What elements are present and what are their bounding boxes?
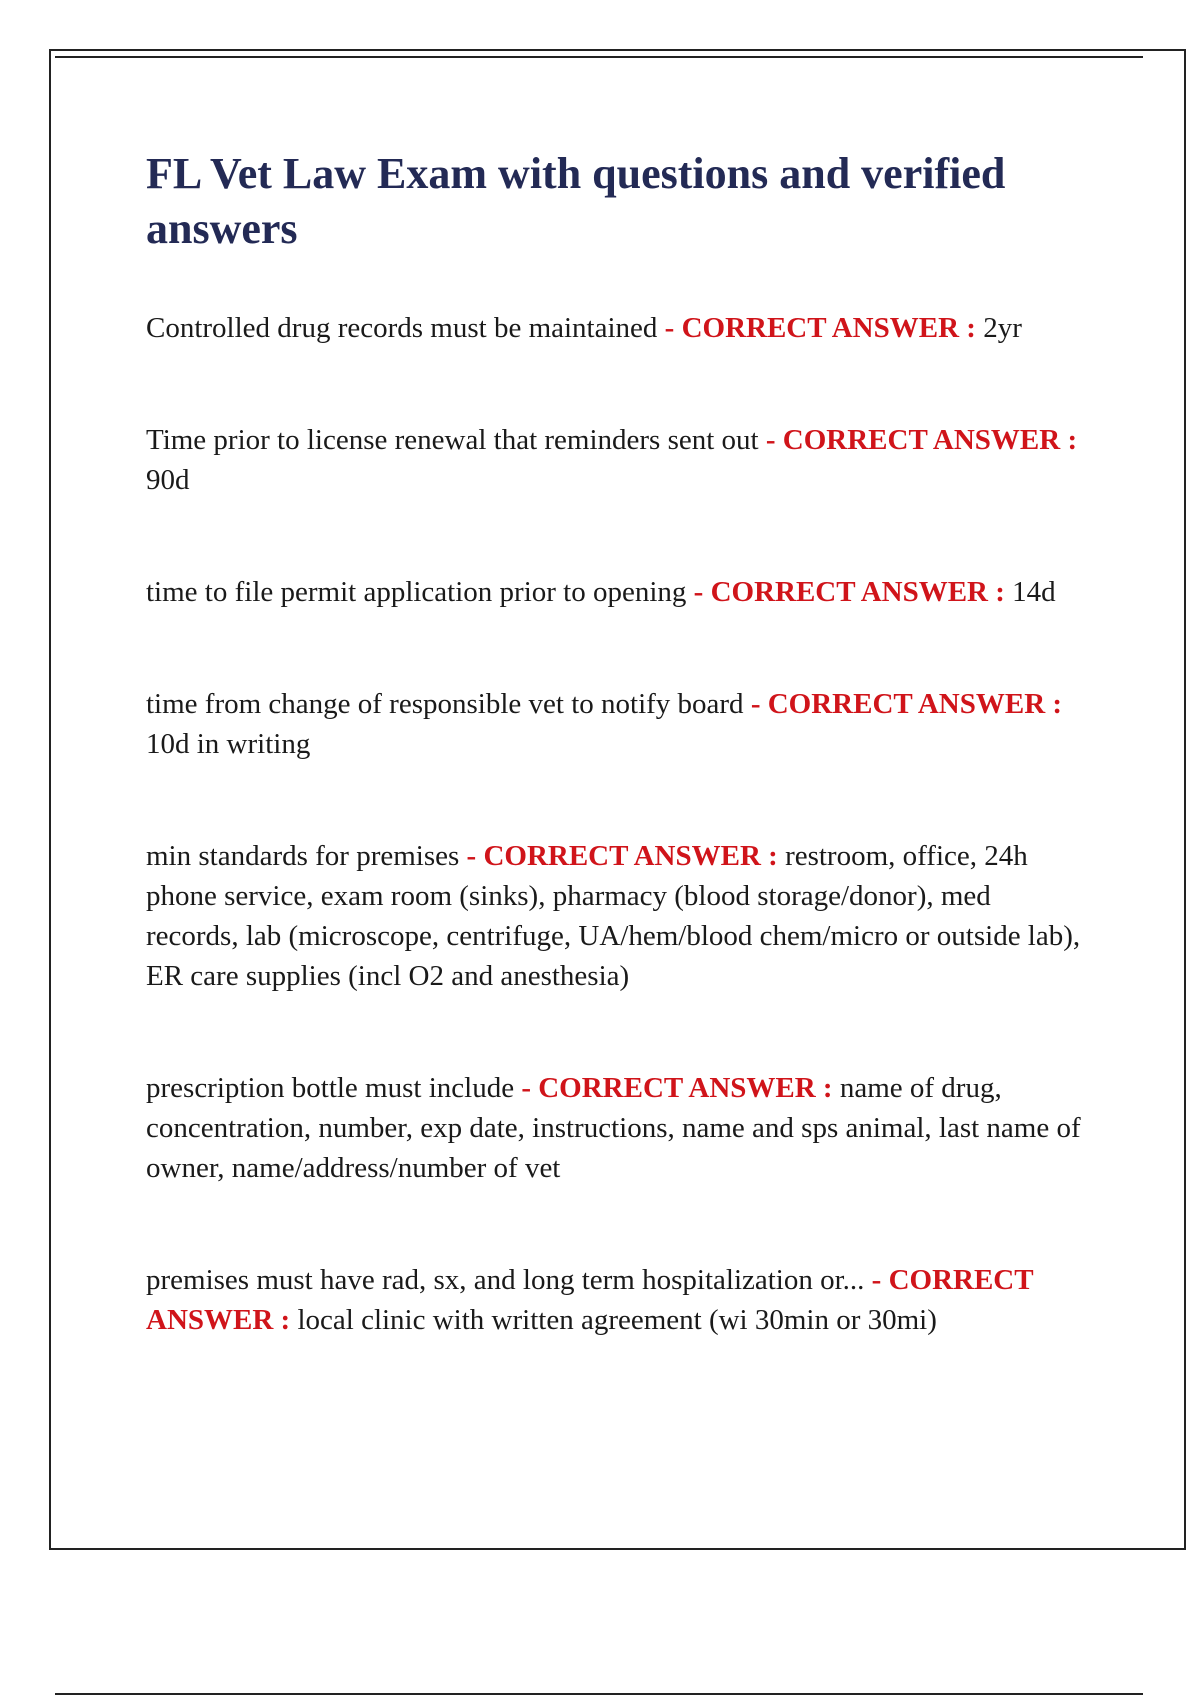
qa-item bbox=[146, 572, 1086, 612]
qa-item bbox=[146, 836, 1086, 996]
question-text: premises must have rad, sx, and long term hospitalization or... bbox=[146, 1264, 865, 1296]
question-text: Controlled drug records must be maintained bbox=[146, 312, 658, 344]
question-text: time from change of responsible vet to notify board bbox=[146, 688, 744, 720]
answer-text: local clinic with written agreement (wi 30min or 30mi) bbox=[297, 1304, 937, 1336]
bottom-rule bbox=[55, 1693, 1143, 1695]
page-title: FL Vet Law Exam with questions and verified answers bbox=[146, 149, 1006, 253]
qa-item bbox=[146, 1068, 1086, 1188]
answer-text: restroom, office, 24h phone service, exam room (sinks), pharmacy (blood storage/donor), med records, lab (microscope, centrifuge, UA/hem/blood chem/micro or outside lab), ER care supplies (incl O2 and anesthesia) bbox=[146, 840, 1081, 992]
answer-text: name of drug, concentration, number, exp date, instructions, name and sps animal, last name of owner, name/address/number of vet bbox=[146, 1072, 1081, 1184]
qa-item bbox=[146, 684, 1086, 764]
correct-answer-label: - CORRECT ANSWER : bbox=[765, 424, 1078, 456]
correct-answer-label: - CORRECT ANSWER : bbox=[466, 840, 778, 872]
qa-item bbox=[146, 420, 1086, 500]
qa-item bbox=[146, 1260, 1086, 1340]
correct-answer-label: - CORRECT ANSWER : bbox=[693, 576, 1005, 608]
question-text: min standards for premises bbox=[146, 840, 460, 872]
correct-answer-label: - CORRECT ANSWER : bbox=[146, 1264, 1034, 1336]
question-text: Time prior to license renewal that reminders sent out bbox=[146, 424, 759, 456]
correct-answer-label: - CORRECT ANSWER : bbox=[521, 1072, 833, 1104]
question-text: time to file permit application prior to opening bbox=[146, 576, 687, 608]
correct-answer-label: - CORRECT ANSWER : bbox=[750, 688, 1063, 720]
answer-text: 90d bbox=[146, 464, 190, 496]
answer-text: 10d in writing bbox=[146, 728, 311, 760]
answer-text: 2yr bbox=[983, 312, 1022, 344]
document-content bbox=[146, 146, 1086, 1340]
answer-text: 14d bbox=[1012, 576, 1056, 608]
qa-item bbox=[146, 308, 1086, 348]
question-text: prescription bottle must include bbox=[146, 1072, 515, 1104]
correct-answer-label: - CORRECT ANSWER : bbox=[664, 312, 976, 344]
